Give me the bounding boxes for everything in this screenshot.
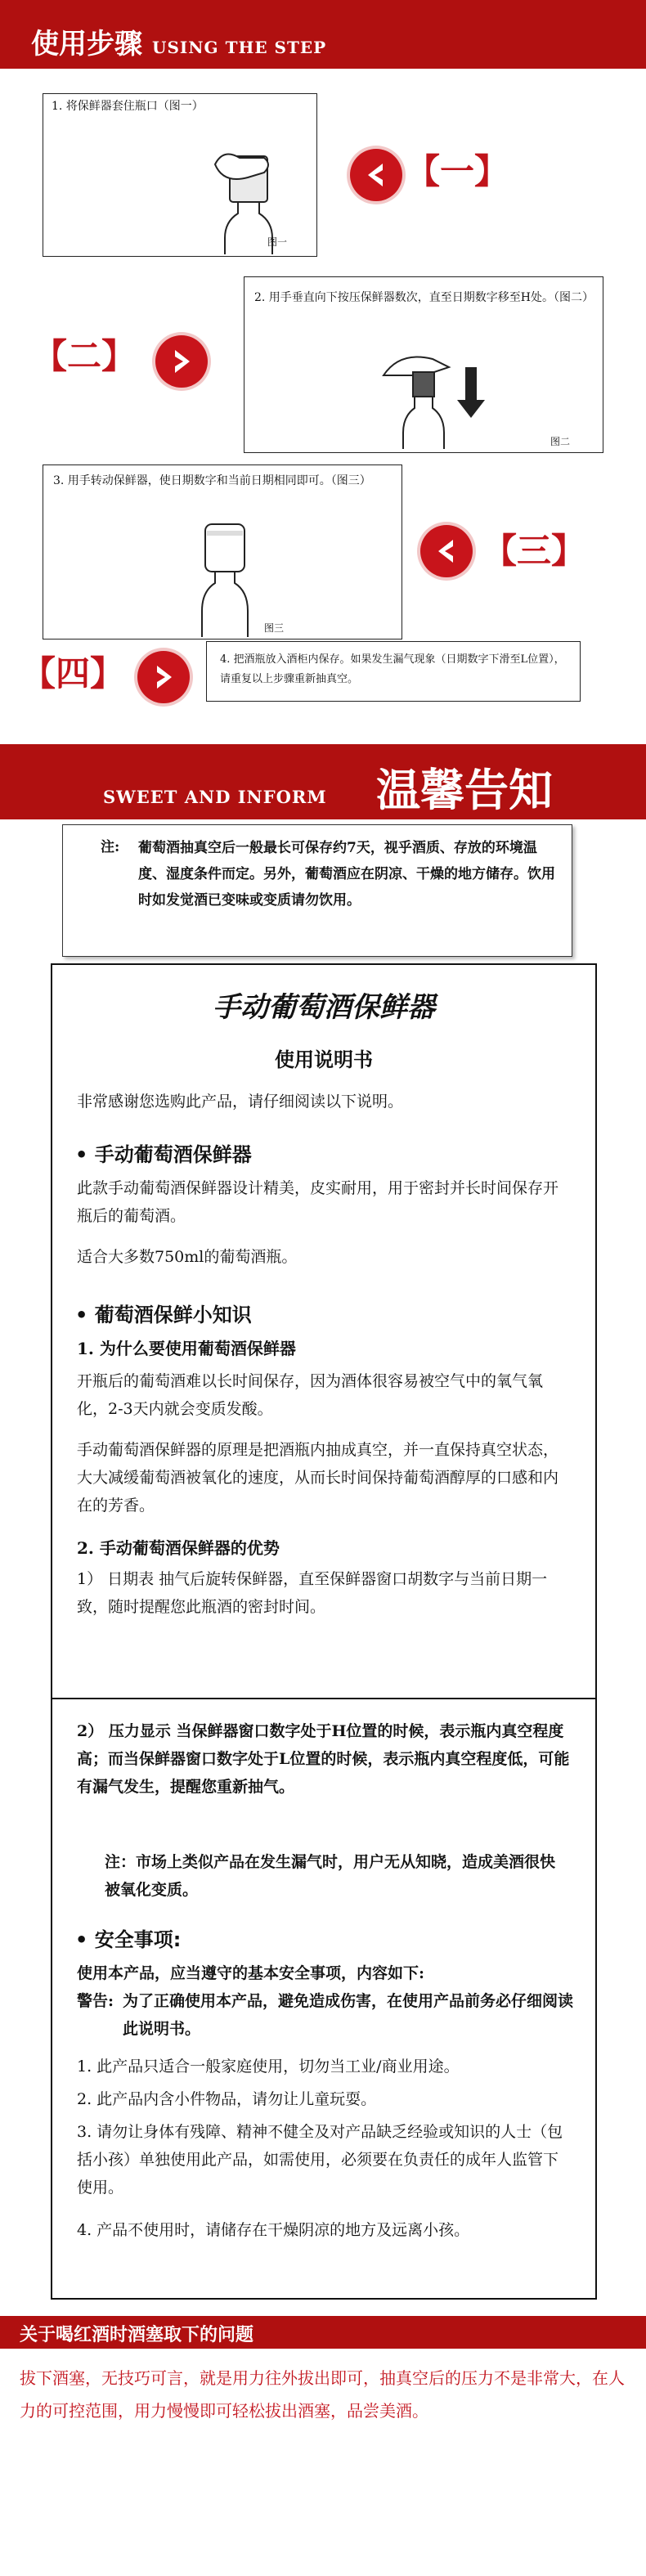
safety-item-3: 3. 请勿让身体有残障、精神不健全及对产品缺乏经验或知识的人士（包括小孩）单独使用此产品，如需使用，必须要在负责任的成年人监管下使用。	[77, 2123, 563, 2197]
section-3-warning-label: 警告:	[77, 1992, 114, 2010]
step-3-arrow-icon	[420, 525, 473, 577]
notice-label: 注:	[101, 839, 120, 855]
figure-3-label: 图三	[264, 622, 285, 634]
section-3-warning: 为了正确使用本产品，避免造成伤害，在使用产品前务必仔细阅读此说明书。	[123, 1992, 574, 2038]
figure-1-label: 图一	[267, 236, 288, 248]
faq-text: 拔下酒塞，无技巧可言，就是用力往外拔出即可，抽真空后的压力不是非常大，在人力的可控范围，用力慢慢即可轻松拔出酒塞，品尝美酒。	[20, 2368, 625, 2421]
q1-title: 1. 为什么要使用葡萄酒保鲜器	[77, 1339, 296, 1358]
q1-paragraph-1: 开瓶后的葡萄酒难以长时间保存，因为酒体很容易被空气中的氧气氧化，2-3天内就会变质发酸。	[77, 1372, 544, 1418]
section-3-paragraph-1: 使用本产品，应当遵守的基本安全事项，内容如下:	[77, 1964, 425, 1982]
header-using-step	[0, 0, 646, 69]
section-1-paragraph-1: 此款手动葡萄酒保鲜器设计精美，皮实耐用，用于密封并长时间保存开瓶后的葡萄酒。	[77, 1179, 559, 1225]
step-1-box	[43, 93, 317, 257]
step-2-arrow-icon	[155, 335, 208, 388]
notice-box	[62, 824, 572, 957]
step-2-illustration	[367, 326, 498, 449]
q1-paragraph-2: 手动葡萄酒保鲜器的原理是把酒瓶内抽成真空，并一直保持真空状态，大大减缓葡萄酒被氧化的速度，从而长时间保持葡萄酒醇厚的口感和内在的芳香。	[77, 1441, 559, 1515]
figure-2-label: 图二	[550, 436, 571, 447]
header-sweet-inform	[0, 744, 646, 819]
header-title: 使用步骤	[31, 28, 142, 61]
notice-text: 葡萄酒抽真空后一般最长可保存约7天，视乎酒质、存放的环境温度、湿度条件而定。另外，葡萄酒应在阴凉、干燥的地方储存。饮用时如发觉酒已变味或变质请勿饮用。	[138, 840, 555, 909]
section-1-paragraph-2: 适合大多数750ml的葡萄酒瓶。	[77, 1248, 298, 1266]
header2-subtitle: SWEET AND INFORM	[103, 787, 327, 807]
step-3-text: 3. 用手转动保鲜器，使日期数字和当前日期相同即可。（图三）	[53, 474, 371, 487]
step-4-arrow-icon	[137, 651, 190, 703]
manual-divider	[52, 1698, 595, 1699]
step-4-box	[206, 641, 581, 702]
q2-title: 2. 手动葡萄酒保鲜器的优势	[77, 1538, 280, 1558]
safety-item-1: 1. 此产品只适合一般家庭使用，切勿当工业/商业用途。	[77, 2058, 460, 2076]
header-subtitle: USING THE STEP	[152, 38, 327, 57]
step-4-number: 【四】	[21, 653, 125, 693]
step-1-number: 【一】	[406, 151, 509, 191]
step-2-box	[244, 276, 603, 453]
step-3-illustration	[182, 514, 272, 637]
instruction-manual	[51, 963, 597, 2300]
step-1-arrow-icon	[350, 149, 402, 201]
manual-subtitle: 使用说明书	[275, 1048, 373, 1071]
section-2-title: • 葡萄酒保鲜小知识	[75, 1304, 252, 1326]
manual-title: 手动葡萄酒保鲜器	[213, 991, 435, 1024]
faq-header-bar	[0, 2316, 646, 2349]
step-3-number: 【三】	[482, 531, 586, 571]
step-3-box	[43, 464, 402, 640]
q2-paragraph-1: 1） 日期表 抽气后旋转保鲜器，直至保鲜器窗口胡数字与当前日期一致，随时提醒您此瓶酒的密封时间。	[77, 1570, 548, 1616]
step-1-text: 1. 将保鲜器套住瓶口（图一）	[52, 100, 204, 113]
header2-title: 温馨告知	[376, 765, 553, 816]
section-3-title: • 安全事项:	[75, 1928, 182, 1951]
faq-title: 关于喝红酒时酒塞取下的问题	[20, 2325, 254, 2345]
step-4-text: 4. 把酒瓶放入酒柜内保存。如果发生漏气现象（日期数字下滑至L位置），请重复以上步骤重新抽真空。	[220, 653, 565, 685]
q2-note: 注：市场上类似产品在发生漏气时，用户无从知晓，造成美酒很快被氧化变质。	[105, 1853, 556, 1899]
section-1-title: • 手动葡萄酒保鲜器	[75, 1143, 252, 1166]
safety-item-2: 2. 此产品内含小件物品，请勿让儿童玩耍。	[77, 2090, 377, 2108]
step-2-number: 【二】	[33, 336, 137, 376]
q2-paragraph-2: 2） 压力显示 当保鲜器窗口数字处于H位置的时候，表示瓶内真空程度高；而当保鲜器窗口数字处于L位置的时候，表示瓶内真空程度低，可能有漏气发生，提醒您重新抽气。	[77, 1722, 570, 1796]
step-2-text: 2. 用手垂直向下按压保鲜器数次，直至日期数字移至H处。（图二）	[254, 291, 594, 304]
manual-intro: 非常感谢您选购此产品，请仔细阅读以下说明。	[77, 1093, 404, 1111]
safety-item-4: 4. 产品不使用时，请储存在干燥阴凉的地方及远离小孩。	[77, 2221, 470, 2239]
